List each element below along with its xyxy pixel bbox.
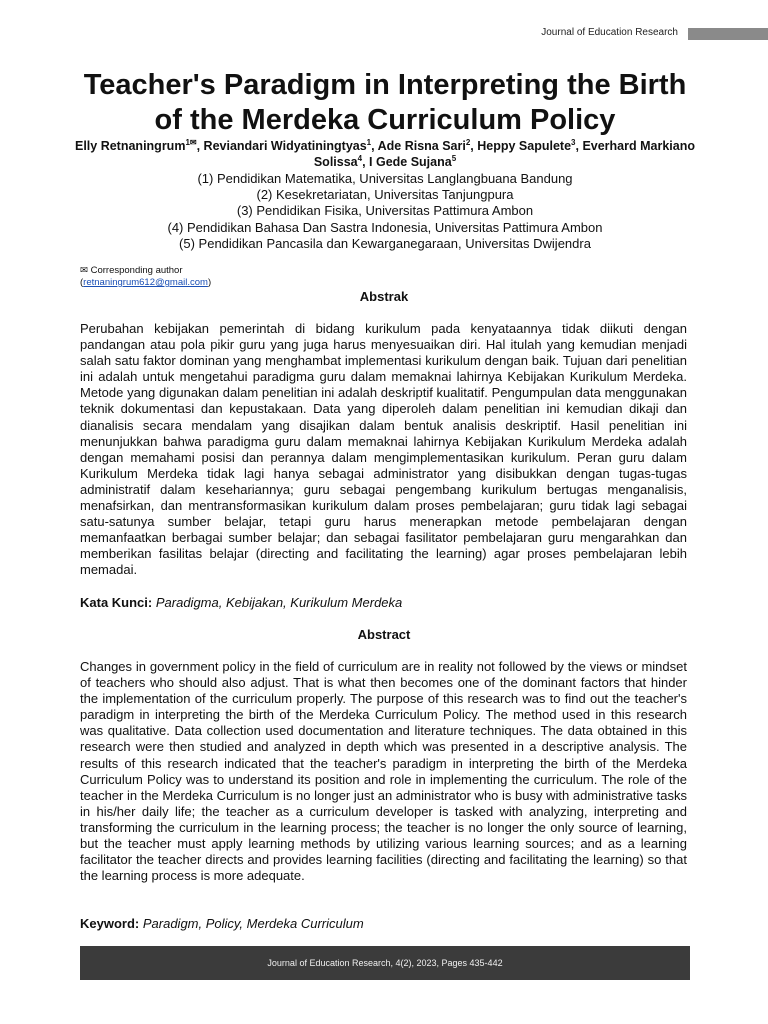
affiliation: (2) Kesekretariatan, Universitas Tanjungpura xyxy=(256,187,514,203)
kata-kunci xyxy=(80,595,402,610)
kata-kunci-label: Kata Kunci: xyxy=(80,595,153,610)
corresponding-email-link[interactable]: retnaningrum612@gmail.com xyxy=(83,277,208,288)
kata-kunci-values: Paradigma, Kebijakan, Kurikulum Merdeka xyxy=(155,595,403,610)
author: Everhard Markiano Solissa$^4$, xyxy=(313,139,695,169)
keyword-values: Paradigm, Policy, Merdeka Curriculum xyxy=(142,916,364,931)
keyword-label: Keyword: xyxy=(80,916,140,931)
affiliation: (4) Pendidikan Bahasa Dan Sastra Indonesia, Universitas Pattimura Ambon xyxy=(167,219,603,235)
author: Elly Retnaningrum$^{1✉}$, xyxy=(75,137,204,153)
affiliation-list xyxy=(75,171,695,252)
journal-header xyxy=(0,27,768,41)
abstract-text: Changes in government policy in the field of curriculum are in reality not followed by the views or mindset of teachers who should also adjust. That is what then becomes one of the dominant factors that hinder the implementation of the curriculum properly. The purpose of this research was to find out the teacher's paradigm in interpreting the birth of the Merdeka Curriculum Policy. The method used in this research was qualitative. Data collection used documentation and literature techniques. The data obtained in this research were then studied and analyzed in depth which was presented in a descriptive analysis. The results of this research indicated that the teacher's paradigm in interpreting the birth of the Merdeka Curriculum Policy was to understand its position and role in implementing the curriculum. The role of the teacher in the Merdeka Curriculum is no longer just an administrator who is busy with administrative tasks in his/her daily life; the teacher as a curriculum developer is tasked with analyzing, interpreting and transforming the curriculum in the learning process; the teacher is no longer the only source of learning, but the teacher must apply learning methods by utilizing various learning sources; and as a learning facilitator the teacher directs and provides learning facilities (directing and facilitating the learning) so that the learning process is more adequate. xyxy=(80,659,687,884)
affiliation: (5) Pendidikan Pancasila dan Kewarganegaraan, Universitas Dwijendra xyxy=(179,235,591,251)
header-accent-bar xyxy=(688,28,768,40)
journal-name: Journal of Education Research xyxy=(541,27,678,38)
abstrak-text: Perubahan kebijakan pemerintah di bidang kurikulum pada kenyataannya tidak diikuti dengan pandangan atau pola pikir guru yang juga harus menyesuaikan diri. Hal itulah yang kemudian menjadi salah satu faktor dominan yang menghambat implementasi kurikulum dengan baik. Tujuan dari penelitian ini adalah untuk mengetahui paradigma guru dalam memaknai lahirnya Kebijakan Kurikulum Merdeka. Metode yang digunakan dalam penelitian ini adalah deskriptif kualitatif. Pengumpulan data menggunakan teknik dokumentasi dan kepustakaan. Data yang diperoleh dalam penelitian ini kemudian dikaji dan dianalisis secara mendalam yang disajikan dalam bentuk analisis deskriptif. Hasil penelitian ini menunjukkan bahwa paradigma guru dalam memaknai lahirnya Kebijakan Kurikulum Merdeka adalah dengan memahami posisi dan perannya dalam mengimplementasikan kurikulum. Peran guru dalam Kurikulum Merdeka tidak lagi hanya sebagai administrator yang disibukkan dengan tugas-tugas administratif dalam kesehariannya; guru sebagai pengembang kurikulum bertugas menganalisis, menafsirkan, dan mentransformasikan kurikulum dalam proses pembelajaran; guru tidak lagi sebagai satu-satunya sumber belajar, tetapi guru harus menerapkan metode pembelajaran dengan memanfaatkan berbagai sumber belajar; dan sebagai fasilitator pembelajaran guru mengarahkan dan memberikan fasilitas belajar (directing and facilitating the learning) agar proses pembelajaran lebih memadai. xyxy=(80,321,687,578)
abstract-heading: Abstract xyxy=(357,627,411,642)
keyword xyxy=(80,916,364,931)
paper-title: Teacher's Paradigm in Interpreting the Birth of the Merdeka Curriculum Policy xyxy=(83,69,687,136)
author: Reviandari Widyatiningtyas$^1$, xyxy=(203,137,378,153)
envelope-icon: ✉ xyxy=(80,265,88,276)
author-list xyxy=(75,138,695,170)
author: I Gede Sujana$^5$ xyxy=(369,153,457,169)
abstrak-heading: Abstrak xyxy=(359,289,409,304)
affiliation: (1) Pendidikan Matematika, Universitas Langlangbuana Bandung xyxy=(197,171,573,186)
corresponding-author: ✉ Corresponding author (retnaningrum612@gmail.com) xyxy=(80,265,212,288)
corresponding-label: Corresponding author xyxy=(90,265,183,276)
author: Heppy Sapulete$^3$, xyxy=(477,137,583,153)
footer-citation: Journal of Education Research, 4(2), 2023, Pages 435-442 xyxy=(267,958,503,968)
affiliation: (3) Pendidikan Fisika, Universitas Pattimura Ambon xyxy=(236,203,534,219)
footer-citation-bar xyxy=(80,946,690,980)
author: Ade Risna Sari$^2$, xyxy=(377,137,478,153)
